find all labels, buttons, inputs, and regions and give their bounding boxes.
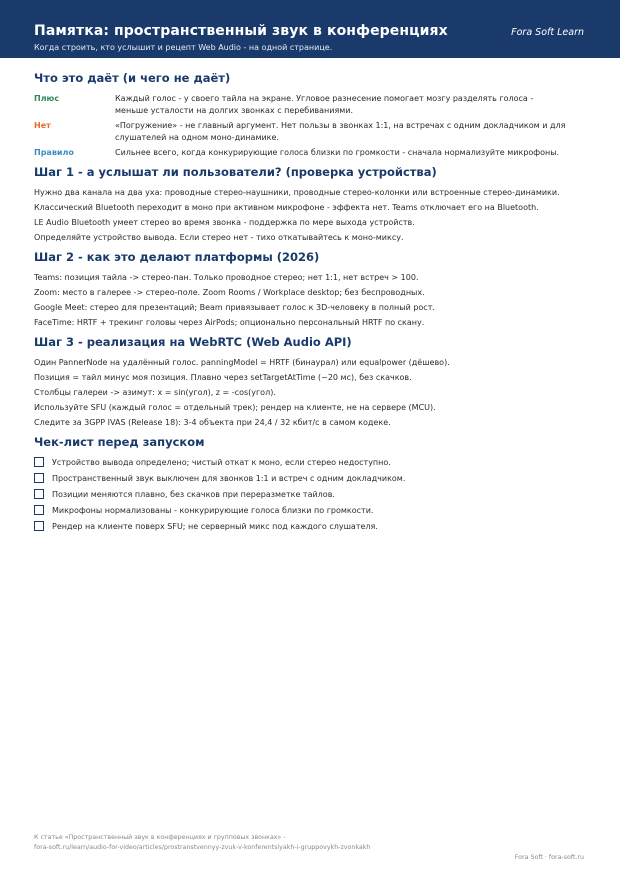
page-subtitle: Когда строить, кто услышит и рецепт Web Audio - на одной странице. (34, 43, 333, 52)
tag-no: Нет (34, 121, 51, 130)
row-text-line: Сильнее всего, когда конкурирующие голоса близки по громкости - сначала нормализуйте микрофоны. (115, 148, 560, 157)
checkbox[interactable] (34, 457, 44, 467)
tag-plus: Плюс (34, 94, 60, 103)
footer-source-title: К статье «Пространственный звук в конференциях и групповых звонках» - (34, 834, 286, 841)
checklist-item-label: Позиции меняются плавно, без скачков при переразметке тайлов. (52, 489, 335, 499)
checklist-item[interactable] (34, 457, 594, 467)
step2-line: FaceTime: HRTF + трекинг головы через AirPods; опционально персональный HRTF по скану. (34, 318, 425, 327)
step3-line: Позиция = тайл минус моя позиция. Плавно через setTargetAtTime (~20 мс), без скачков. (34, 373, 412, 382)
page-title: Памятка: пространственный звук в конференциях (34, 23, 448, 39)
checkbox[interactable] (34, 505, 44, 515)
content (34, 71, 594, 537)
intro-section (34, 71, 594, 159)
checklist-heading: Чек-лист перед запуском (34, 435, 205, 449)
step1-line: Нужно два канала на два уха: проводные стерео-наушники, проводные стерео-колонки или встроенные стерео-динамики. (34, 188, 560, 197)
row-text-line: Каждый голос - у своего тайла на экране. Угловое разнесение помогает мозгу разделять голоса - (115, 94, 534, 103)
checklist-item[interactable] (34, 521, 594, 531)
step2-line: Teams: позиция тайла -> стерео-пан. Только проводное стерео; нет 1:1, нет встреч > 100. (34, 273, 419, 282)
step1-section (34, 165, 594, 244)
intro-row-no (34, 120, 594, 144)
checklist-item[interactable] (34, 489, 594, 499)
step1-line: Классический Bluetooth переходит в моно при активном микрофоне - эффекта нет. Teams отключает его на Bluetooth. (34, 203, 539, 212)
step2-section (34, 250, 594, 329)
brand-label: Fora Soft Learn (511, 27, 584, 38)
checkbox[interactable] (34, 489, 44, 499)
intro-row-plus (34, 93, 594, 117)
checklist-item-label: Рендер на клиенте поверх SFU; не серверный микс под каждого слушателя. (52, 521, 378, 531)
intro-row-rule (34, 147, 594, 159)
checklist-section (34, 435, 594, 531)
row-text (115, 93, 594, 117)
checklist-item[interactable] (34, 505, 594, 515)
checkbox[interactable] (34, 473, 44, 483)
step1-heading: Шаг 1 - а услышат ли пользователи? (проверка устройства) (34, 165, 437, 179)
step3-line: Столбцы галереи -> азимут: x = sin(угол), z = -cos(угол). (34, 388, 276, 397)
checklist-item[interactable] (34, 473, 594, 483)
step3-heading: Шаг 3 - реализация на WebRTC (Web Audio API) (34, 335, 352, 349)
row-text (115, 147, 594, 159)
checklist-item-label: Микрофоны нормализованы - конкурирующие голоса близки по громкости. (52, 505, 374, 515)
footer-source (34, 833, 370, 853)
row-text-line: «Погружение» - не главный аргумент. Нет пользы в звонках 1:1, на встречах с одним докладчиком и для (115, 121, 566, 130)
step2-line: Zoom: место в галерее -> стерео-поле. Zoom Rooms / Workplace desktop; без беспроводных. (34, 288, 425, 297)
footer-source-link[interactable]: fora-soft.ru/learn/audio-for-video/articles/prostranstvennyy-zvuk-v-konferentsiyakh-i-gruppovykh-zvonkakh (34, 844, 371, 851)
row-text (115, 120, 594, 144)
step2-heading: Шаг 2 - как это делают платформы (2026) (34, 250, 320, 264)
row-text-line: слушателей на одном моно-динамике. (115, 133, 279, 142)
step3-line: Следите за 3GPP IVAS (Release 18): 3-4 объекта при 24,4 / 32 кбит/с в самом кодеке. (34, 418, 391, 427)
checklist-item-label: Устройство вывода определено; чистый откат к моно, если стерео недоступно. (52, 457, 391, 467)
footer-brand: Fora Soft · fora-soft.ru (514, 854, 584, 861)
checklist-item-label: Пространственный звук выключен для звонков 1:1 и встреч с одним докладчиком. (52, 473, 406, 483)
step2-line: Google Meet: стерео для презентаций; Beam привязывает голос к 3D-человеку в полный рост. (34, 303, 435, 312)
step1-line: LE Audio Bluetooth умеет стерео во время звонка - поддержка по мере выхода устройств. (34, 218, 415, 227)
row-text-line: меньше усталости на долгих звонках с перебиваниями. (115, 106, 354, 115)
step3-section (34, 335, 594, 429)
step3-line: Один PannerNode на удалённый голос. panningModel = HRTF (бинаурал) или equalpower (дёшево). (34, 358, 450, 367)
tag-rule: Правило (34, 148, 74, 157)
intro-heading: Что это даёт (и чего не даёт) (34, 71, 231, 85)
step1-line: Определяйте устройство вывода. Если стерео нет - тихо откатывайтесь к моно-миксу. (34, 233, 404, 242)
page-header (0, 0, 620, 58)
step3-line: Используйте SFU (каждый голос = отдельный трек); рендер на клиенте, не на сервере (MCU). (34, 403, 436, 412)
checkbox[interactable] (34, 521, 44, 531)
